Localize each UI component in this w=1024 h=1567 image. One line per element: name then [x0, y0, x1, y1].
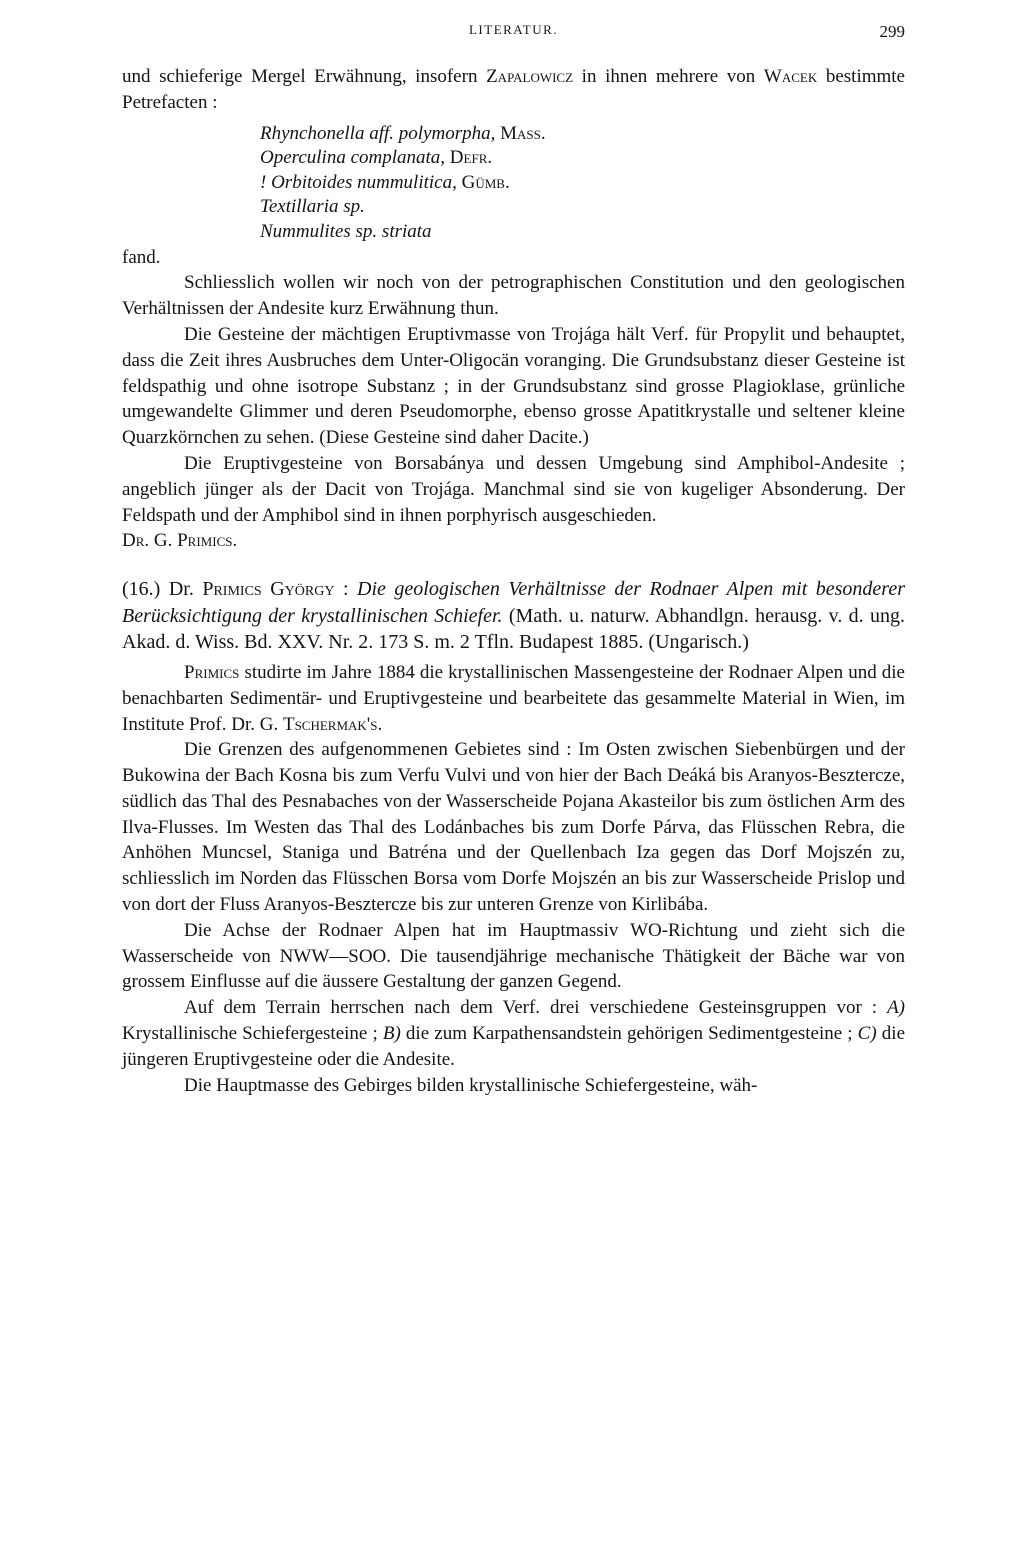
fossil-item — [260, 146, 905, 171]
text-run: Krystallinische Schiefergesteine ; — [122, 1023, 383, 1045]
author-name: Zapalowicz — [486, 66, 574, 87]
paragraph-1: Schliesslich wollen wir noch von der petrographischen Constitution und den geologischen Verhältnissen der Andesite kurz Erwähnung thun. — [122, 272, 905, 320]
fossil-item — [260, 122, 905, 147]
author-name: Primics — [184, 661, 240, 683]
group-label: C) — [857, 1023, 877, 1045]
group-label: A) — [887, 997, 905, 1019]
text-run: die zum Karpathensandstein gehörigen Sedimentgesteine ; — [400, 1023, 858, 1045]
paragraph-7 — [122, 995, 905, 1072]
author-name: Tschermak's — [282, 713, 378, 735]
text-run: die jüngeren Eruptivgesteine oder die Andesite. — [122, 1023, 906, 1070]
entry-author: Primics György — [202, 578, 335, 601]
fossil-name: Rhynchonella aff. polymorpha, — [260, 122, 496, 144]
text-run: bestimmte Petrefacten : — [122, 66, 905, 113]
fossil-author: Defr. — [445, 147, 493, 169]
paragraph-2: Die Gesteine der mächtigen Eruptivmasse von Trojága hält Verf. für Propylit und behauptet, dass die Zeit ihres Ausbruches dem Unter-Oligocän voranging. Die Grundsubstanz dieser Gesteine ist feldspathig und ohne isotrope Substanz ; in der Grundsubstanz sind grosse Plagioklase, grünliche umgewandelte Glimmer und deren Pseudomorphe, ebenso grosse Apatitkrystalle und seltener kleine Quarzkörnchen zu sehen. (Diese Gesteine sind daher Dacite.) — [122, 323, 905, 449]
entry-title: Die geologischen Verhältnisse der Rodnaer Alpen mit besonderer Berücksichtigung der krystallinischen Schiefer. — [122, 578, 905, 627]
fossil-item — [260, 220, 905, 245]
fossil-item — [260, 171, 905, 196]
entry-number: (16.) Dr. — [122, 578, 203, 601]
literature-entry — [122, 576, 905, 656]
fossil-author: Gümb. — [456, 171, 510, 193]
signature-text: Dr. G. Primics. — [122, 530, 238, 552]
fossil-name: Nummulites sp. striata — [260, 220, 432, 242]
paragraph-3: Die Eruptivgesteine von Borsabánya und dessen Umgebung sind Amphibol-Andesite ; angeblich jünger als der Dacit von Trojága. Manchmal sind sie von kugeliger Absonderung. Der Feldspath und der Amphibol sind in ihnen porphyrisch ausgeschieden. — [122, 452, 905, 526]
group-label: B) — [382, 1023, 401, 1045]
fand-text: fand. — [122, 246, 161, 268]
fossil-list — [260, 122, 905, 245]
fossil-author: Mass. — [495, 122, 546, 144]
entry-bibliography: (Math. u. naturw. Abhandlgn. herausg. v. d. ung. Akad. d. Wiss. Bd. XXV. Nr. 2. 173 S. m. 2 Tfln. Budapest 1885. (Ungarisch.) — [122, 604, 905, 654]
paragraph-4 — [122, 660, 905, 737]
author-name: Wacek — [763, 66, 818, 87]
paragraph-0 — [122, 64, 905, 116]
page-number: 299 — [879, 22, 905, 41]
text-run: in ihnen mehrere von — [573, 66, 764, 87]
page-header — [122, 22, 905, 46]
text-run: und schieferige Mergel Erwähnung, insofern — [122, 66, 487, 87]
fossil-item — [260, 195, 905, 220]
page-body — [122, 64, 905, 1098]
signature — [122, 528, 905, 554]
fossil-name: Textillaria sp. — [260, 196, 365, 218]
running-head: LITERATUR. — [468, 22, 559, 37]
text-run: Auf dem Terrain herrschen nach dem Verf. drei verschiedene Gesteinsgruppen vor : — [184, 997, 888, 1019]
fossil-name: ! Orbitoides nummulitica, — [260, 171, 457, 193]
paragraph-6: Die Achse der Rodnaer Alpen hat im Hauptmassiv WO-Richtung und zieht sich die Wasserscheide von NWW—SOO. Die tausendjährige mechanische Thätigkeit der Bäche war von grossem Einflusse auf die äussere Gestaltung der ganzen Gegend. — [122, 919, 905, 993]
paragraph-5: Die Grenzen des aufgenommenen Gebietes sind : Im Osten zwischen Siebenbürgen und der Bukowina der Bach Kosna bis zum Verfu Vulvi und von hier der Bach Deáká bis Aranyos-Besztercze, südlich das Thal des Pesnabaches von der Wasserscheide Pojana Akasteilor bis zum östlichen Arm des Ilva-Flusses. Im Westen das Thal des Lodánbaches bis zum Dorfe Párva, das Flüsschen Rebra, die Anhöhen Muncsel, Staniga und Batréna und der Quellenbach Iza gegen das Dorf Mojszén zu, schliesslich im Norden das Flüsschen Borsa vom Dorfe Mojszén an bis zur Wasserscheide Prislop und von dort der Fluss Aranyos-Besztercze bis zur unteren Grenze von Kirlibába. — [122, 739, 905, 916]
text-run: studirte im Jahre 1884 die krystallinischen Massengesteine der Rodnaer Alpen und die benachbarten Sedimentär- und Eruptivgesteine und bearbeitete das gesammelte Material in Wien, im Institute Prof. Dr. G. — [122, 661, 905, 735]
paragraph-8: Die Hauptmasse des Gebirges bilden krystallinische Schiefergesteine, wäh- — [184, 1074, 758, 1096]
entry-citation — [122, 576, 905, 656]
fossil-name: Operculina complanata, — [260, 147, 446, 169]
text-run: : — [334, 578, 358, 601]
text-run: . — [377, 713, 383, 735]
